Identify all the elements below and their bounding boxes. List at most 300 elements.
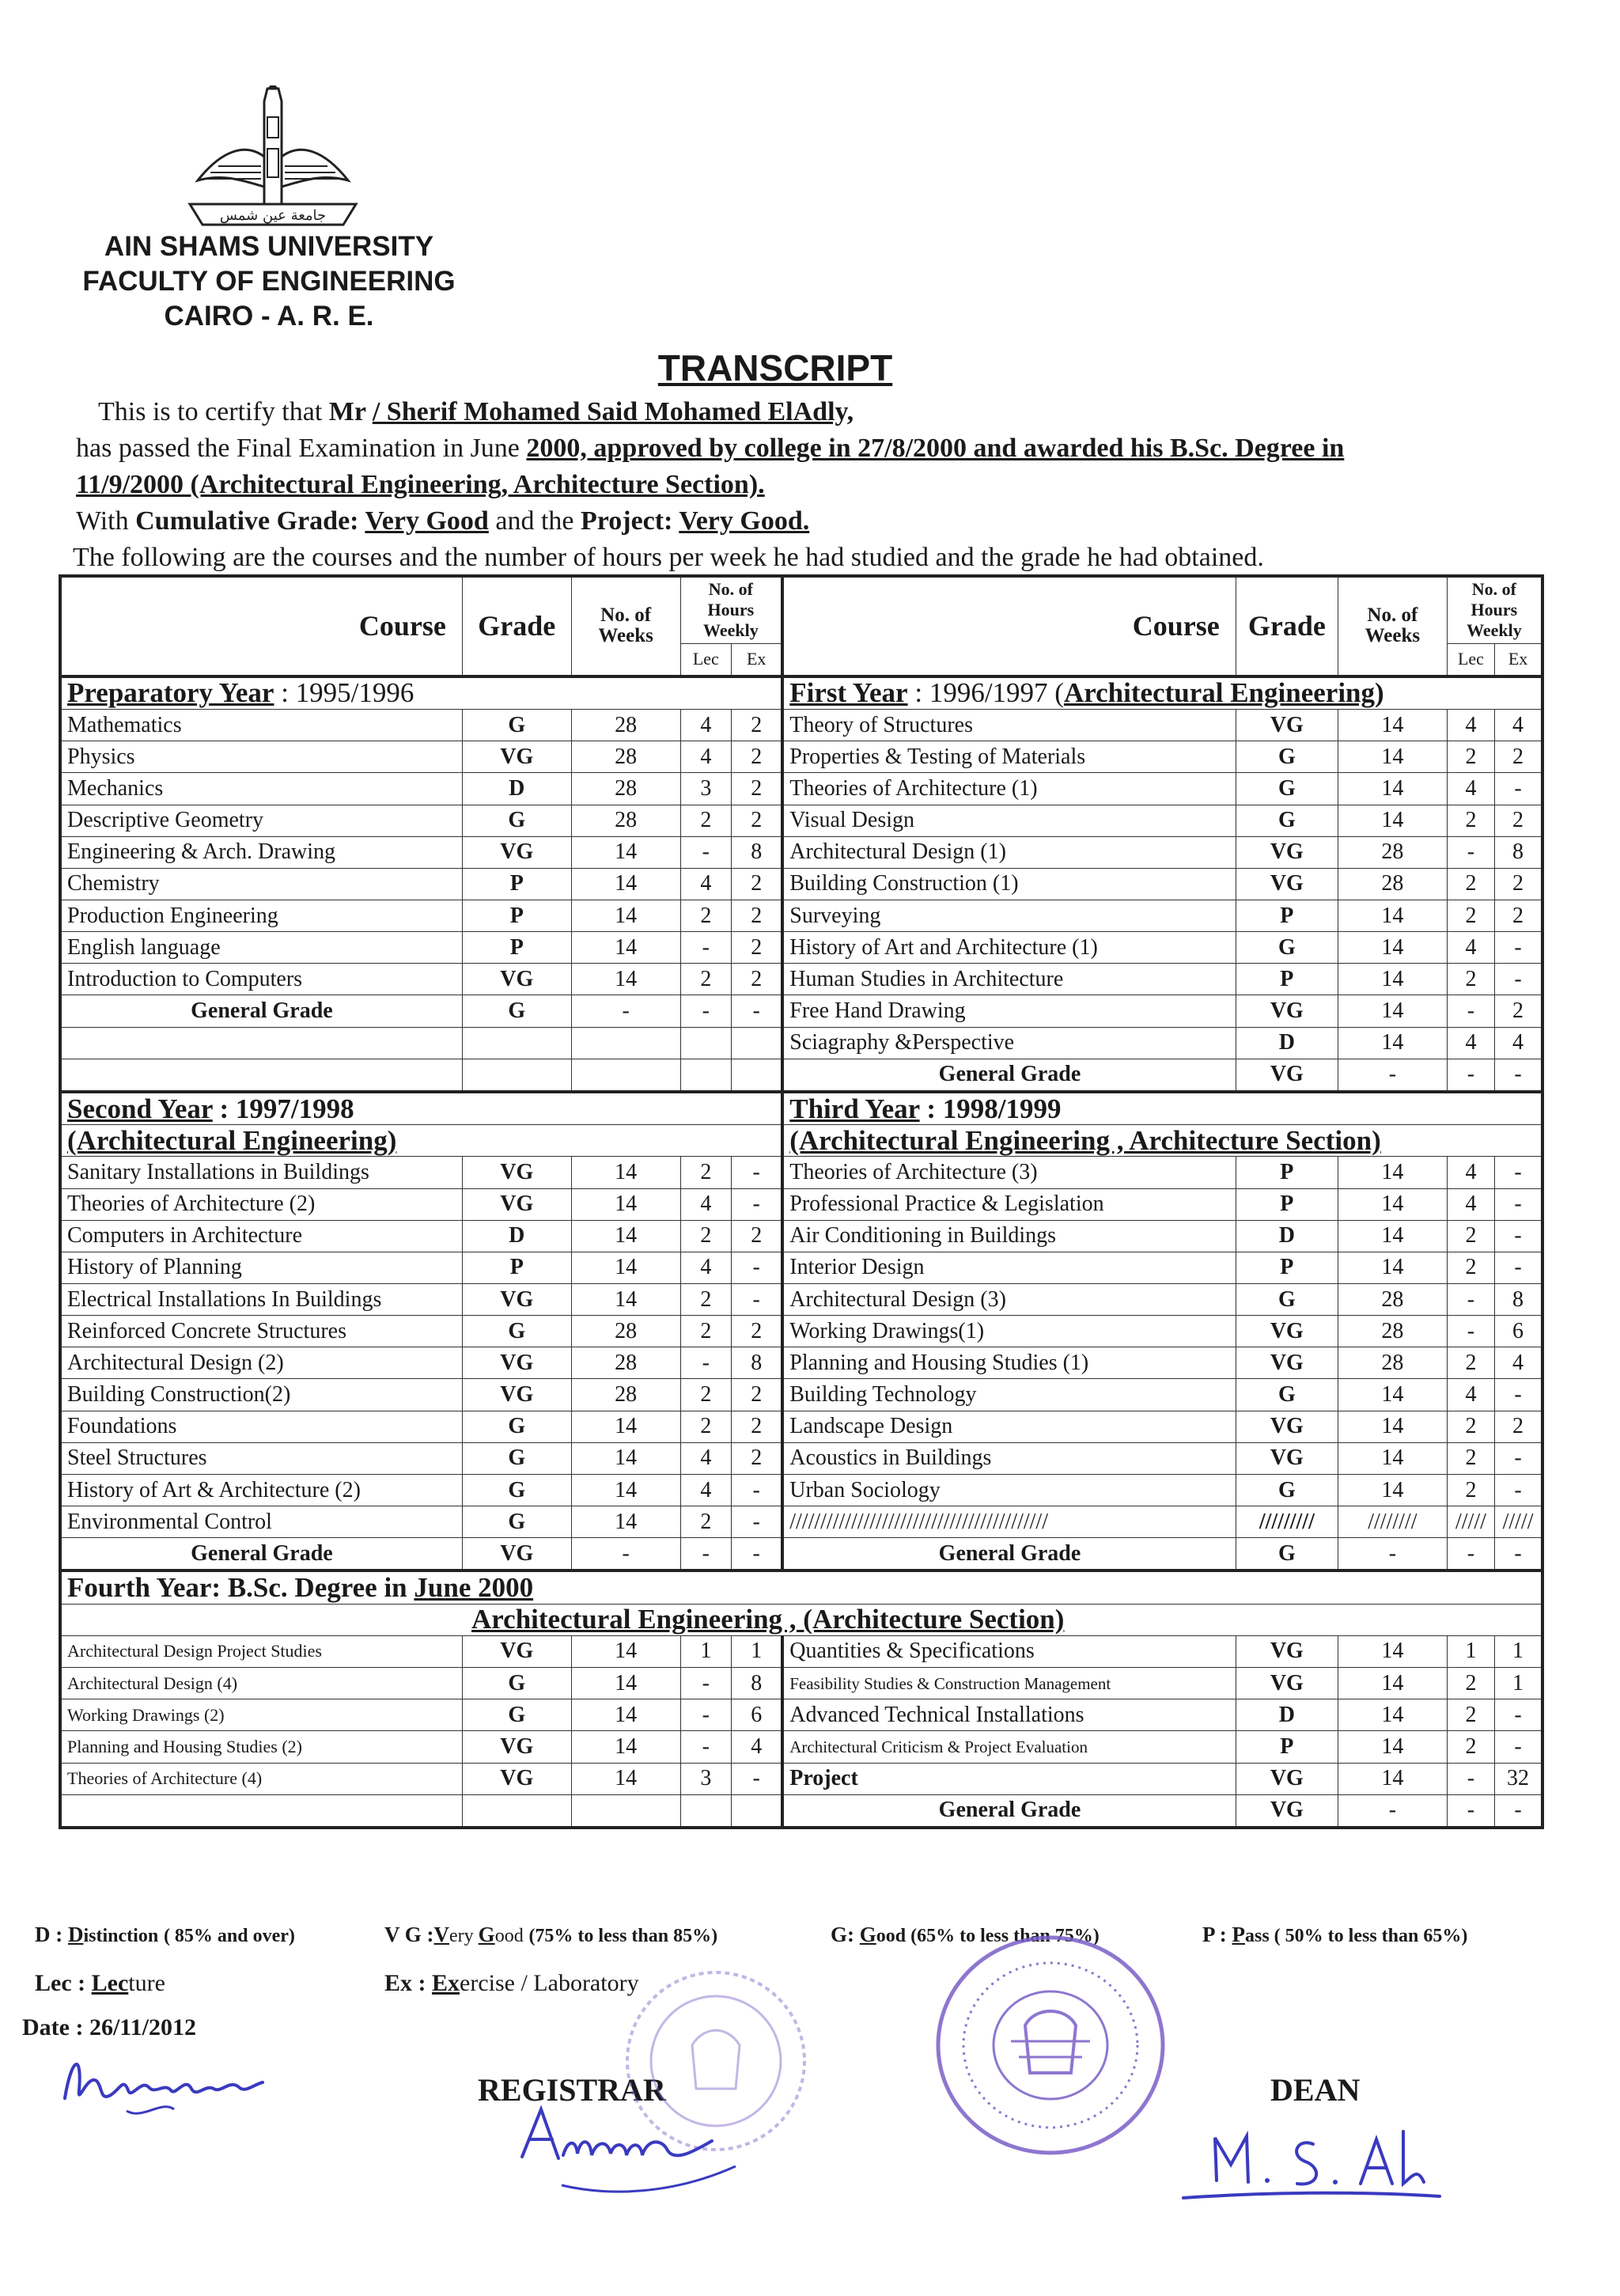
- course-ex-cell: 8: [732, 1347, 783, 1379]
- course-lec-cell: -: [680, 932, 732, 964]
- legend-g-rest: ood (65% to less than 75%): [876, 1926, 1100, 1946]
- course-ex-cell: 2: [732, 1220, 783, 1252]
- course-ex-cell: 2: [1495, 741, 1542, 773]
- general-grade-value: VG: [1236, 1794, 1338, 1828]
- third-year-label: Third Year: [789, 1093, 920, 1124]
- general-grade-value: VG: [1236, 1059, 1338, 1092]
- course-grade-cell: D: [1236, 1699, 1338, 1731]
- course-weeks-cell: 28: [571, 710, 680, 741]
- general-grade-ex: -: [732, 1538, 783, 1571]
- general-grade-ex: -: [1495, 1059, 1542, 1092]
- course-weeks-cell: 14: [571, 1731, 680, 1763]
- course-weeks-cell: 28: [1338, 1347, 1447, 1379]
- course-course-cell: Planning and Housing Studies (1): [782, 1347, 1236, 1379]
- col-ex-right: Ex: [1495, 643, 1542, 676]
- course-grade-cell: D: [462, 1220, 571, 1252]
- course-lec-cell: -: [1447, 1763, 1494, 1794]
- table-row: [60, 773, 1542, 805]
- course-course-cell: Sciagraphy &Perspective: [782, 1027, 1236, 1059]
- general-grade-lec: -: [680, 1538, 732, 1571]
- university-name: AIN SHAMS UNIVERSITY: [104, 231, 434, 262]
- course-grade-cell: P: [462, 1252, 571, 1283]
- table-row: [60, 964, 1542, 995]
- legend-distinction: D : Distinction ( 85% and over): [35, 1923, 295, 1946]
- city-name: CAIRO - A. R. E.: [164, 301, 374, 332]
- empty-cell: [732, 1027, 783, 1059]
- legend-d-range: ( 85% and over): [163, 1926, 295, 1946]
- course-ex-cell: 8: [732, 836, 783, 868]
- course-ex-cell: 2: [1495, 1411, 1542, 1442]
- fourth-year-sub: Architectural Engineering , (Architecture Section): [471, 1604, 1065, 1635]
- empty-cell: [462, 1059, 571, 1092]
- course-course-cell: Landscape Design: [782, 1411, 1236, 1442]
- dean-seal-stamp: [932, 1930, 1169, 2160]
- first-year-sub: Architectural Engineering: [1063, 677, 1376, 709]
- course-grade-cell: P: [1236, 900, 1338, 931]
- course-lec-cell: 4: [680, 1474, 732, 1506]
- course-course-cell: Architectural Design (4): [60, 1668, 462, 1699]
- course-ex-cell: 8: [1495, 1284, 1542, 1316]
- fourth-year-date: June 2000: [414, 1572, 534, 1604]
- course-ex-cell: -: [1495, 1188, 1542, 1220]
- course-course-cell: Building Technology: [782, 1379, 1236, 1411]
- legend-p-p: P: [1232, 1923, 1245, 1946]
- intro-l4-mid: and the: [488, 506, 581, 536]
- dean-signature: [1179, 2120, 1463, 2207]
- course-lec-cell: 2: [680, 964, 732, 995]
- course-weeks-cell: 14: [571, 1668, 680, 1699]
- legend-g-key: G:: [831, 1923, 860, 1946]
- first-year-dates: : 1996/1997 (: [907, 677, 1064, 709]
- course-lec-cell: 2: [1447, 1731, 1494, 1763]
- empty-cell: [462, 1794, 571, 1828]
- course-lec-cell: /////: [1447, 1506, 1494, 1538]
- table-row: [60, 805, 1542, 836]
- course-course-cell: History of Art & Architecture (2): [60, 1474, 462, 1506]
- course-grade-cell: G: [1236, 1474, 1338, 1506]
- course-course-cell: Theories of Architecture (3): [782, 1157, 1236, 1188]
- course-ex-cell: -: [1495, 773, 1542, 805]
- col-hours-left: No. of Hours Weekly: [680, 576, 782, 643]
- table-row: [60, 868, 1542, 900]
- legend-ex-u: Ex: [432, 1970, 460, 1996]
- course-course-cell: Planning and Housing Studies (2): [60, 1731, 462, 1763]
- course-grade-cell: VG: [462, 1763, 571, 1794]
- course-weeks-cell: 14: [1338, 710, 1447, 741]
- table-row: [60, 1316, 1542, 1347]
- course-course-cell: Professional Practice & Legislation: [782, 1188, 1236, 1220]
- course-grade-cell: VG: [1236, 1347, 1338, 1379]
- legend-pass: [1202, 1923, 1467, 1947]
- course-ex-cell: 2: [732, 805, 783, 836]
- course-grade-cell: P: [1236, 964, 1338, 995]
- course-course-cell: Production Engineering: [60, 900, 462, 931]
- course-lec-cell: 4: [680, 741, 732, 773]
- course-grade-cell: D: [462, 773, 571, 805]
- course-lec-cell: 1: [680, 1635, 732, 1667]
- course-weeks-cell: 14: [1338, 1668, 1447, 1699]
- course-lec-cell: 2: [1447, 1699, 1494, 1731]
- intro-l5: The following are the courses and the number of hours per week he had studied and the grade he had obtained.: [73, 543, 1264, 572]
- course-grade-cell: VG: [462, 1379, 571, 1411]
- course-lec-cell: 4: [1447, 1379, 1494, 1411]
- table-row: [60, 1699, 1542, 1731]
- general-grade-weeks: -: [1338, 1794, 1447, 1828]
- course-ex-cell: 2: [1495, 868, 1542, 900]
- course-weeks-cell: 14: [571, 900, 680, 931]
- course-ex-cell: 2: [732, 900, 783, 931]
- course-ex-cell: 1: [1495, 1635, 1542, 1667]
- general-grade-ex: -: [1495, 1794, 1542, 1828]
- course-grade-cell: VG: [1236, 868, 1338, 900]
- course-grade-cell: VG: [1236, 1668, 1338, 1699]
- course-lec-cell: 2: [680, 1157, 732, 1188]
- course-weeks-cell: 14: [571, 1474, 680, 1506]
- course-grade-cell: G: [462, 710, 571, 741]
- legend-very-good: [384, 1923, 717, 1947]
- course-grade-cell: VG: [462, 1347, 571, 1379]
- course-ex-cell: 2: [732, 932, 783, 964]
- course-ex-cell: -: [732, 1284, 783, 1316]
- first-year-close: ): [1375, 677, 1384, 709]
- course-ex-cell: -: [1495, 1220, 1542, 1252]
- course-grade-cell: P: [462, 868, 571, 900]
- table-row: [60, 1157, 1542, 1188]
- course-lec-cell: 2: [1447, 1252, 1494, 1283]
- course-weeks-cell: 14: [571, 868, 680, 900]
- course-weeks-cell: 14: [1338, 1731, 1447, 1763]
- course-course-cell: Engineering & Arch. Drawing: [60, 836, 462, 868]
- table-row: [60, 1411, 1542, 1442]
- legend-vg-key: V G :: [384, 1923, 434, 1946]
- course-ex-cell: 6: [1495, 1316, 1542, 1347]
- document-title: TRANSCRIPT: [657, 347, 893, 388]
- year-header-row: [60, 676, 1542, 710]
- empty-cell: [571, 1059, 680, 1092]
- course-ex-cell: 4: [732, 1731, 783, 1763]
- course-course-cell: Architectural Design (1): [782, 836, 1236, 868]
- legend-vg-ood: ood: [494, 1926, 524, 1946]
- empty-cell: [732, 1059, 783, 1092]
- course-course-cell: Steel Structures: [60, 1442, 462, 1474]
- course-grade-cell: G: [1236, 1379, 1338, 1411]
- course-grade-cell: VG: [1236, 836, 1338, 868]
- course-lec-cell: -: [1447, 1284, 1494, 1316]
- course-weeks-cell: 14: [1338, 741, 1447, 773]
- general-grade-label: General Grade: [60, 1538, 462, 1571]
- course-course-cell: Mechanics: [60, 773, 462, 805]
- course-weeks-cell: 28: [571, 805, 680, 836]
- course-course-cell: Building Construction(2): [60, 1379, 462, 1411]
- course-weeks-cell: 14: [1338, 1763, 1447, 1794]
- course-weeks-cell: 28: [571, 1379, 680, 1411]
- course-course-cell: Free Hand Drawing: [782, 995, 1236, 1027]
- course-grade-cell: P: [1236, 1188, 1338, 1220]
- prep-year-dates: : 1995/1996: [274, 677, 414, 709]
- course-grade-cell: /////////: [1236, 1506, 1338, 1538]
- course-ex-cell: 2: [732, 964, 783, 995]
- general-grade-value: G: [462, 995, 571, 1027]
- general-grade-label: General Grade: [782, 1794, 1236, 1828]
- course-grade-cell: P: [462, 932, 571, 964]
- course-grade-cell: G: [1236, 805, 1338, 836]
- course-course-cell: Surveying: [782, 900, 1236, 931]
- course-lec-cell: 4: [1447, 1157, 1494, 1188]
- course-weeks-cell: 14: [1338, 1252, 1447, 1283]
- col-grade-right: Grade: [1236, 576, 1338, 676]
- legend-vg-ery: ery: [449, 1926, 479, 1946]
- course-weeks-cell: 28: [571, 1347, 680, 1379]
- course-weeks-cell: 14: [571, 1252, 680, 1283]
- empty-cell: [680, 1027, 732, 1059]
- course-lec-cell: 2: [1447, 868, 1494, 900]
- course-grade-cell: G: [462, 1474, 571, 1506]
- table-row: [60, 932, 1542, 964]
- course-weeks-cell: 14: [571, 1220, 680, 1252]
- course-ex-cell: -: [1495, 1474, 1542, 1506]
- table-row: [60, 1635, 1542, 1667]
- course-lec-cell: 1: [1447, 1635, 1494, 1667]
- table-row: [60, 836, 1542, 868]
- course-lec-cell: 4: [1447, 932, 1494, 964]
- course-ex-cell: -: [1495, 1252, 1542, 1283]
- project-grade-label: Project:: [581, 506, 679, 536]
- course-course-cell: Architectural Criticism & Project Evaluation: [782, 1731, 1236, 1763]
- logo-arabic-text: جامعة عين شمس: [219, 207, 327, 224]
- course-ex-cell: 4: [1495, 1347, 1542, 1379]
- table-row: [60, 1059, 1542, 1092]
- table-row: [60, 900, 1542, 931]
- empty-cell: [60, 1794, 462, 1828]
- course-weeks-cell: 14: [571, 1635, 680, 1667]
- table-row: [60, 1188, 1542, 1220]
- course-course-cell: Air Conditioning in Buildings: [782, 1220, 1236, 1252]
- course-course-cell: Reinforced Concrete Structures: [60, 1316, 462, 1347]
- course-weeks-cell: 14: [571, 1157, 680, 1188]
- course-lec-cell: -: [680, 1699, 732, 1731]
- course-weeks-cell: 14: [1338, 773, 1447, 805]
- legend-vg-v: V: [433, 1923, 450, 1946]
- course-weeks-cell: 28: [571, 773, 680, 805]
- course-course-cell: Descriptive Geometry: [60, 805, 462, 836]
- course-lec-cell: 2: [1447, 1668, 1494, 1699]
- course-weeks-cell: 14: [1338, 1157, 1447, 1188]
- legend-vg-range: (75% to less than 85%): [528, 1926, 718, 1946]
- legend-lecture: [35, 1970, 165, 1997]
- course-weeks-cell: 14: [1338, 1379, 1447, 1411]
- course-weeks-cell: 14: [571, 964, 680, 995]
- course-course-cell: History of Planning: [60, 1252, 462, 1283]
- course-lec-cell: 2: [680, 1220, 732, 1252]
- intro-l4-pre: With: [76, 506, 136, 536]
- cumulative-grade-value: Very Good: [365, 506, 489, 536]
- course-grade-cell: VG: [462, 1157, 571, 1188]
- second-year-dates: : 1997/1998: [212, 1093, 354, 1124]
- course-ex-cell: -: [732, 1506, 783, 1538]
- course-course-cell: Visual Design: [782, 805, 1236, 836]
- intro-l2-dates: 2000, approved by college in 27/8/2000 and awarded his B.Sc. Degree in: [526, 434, 1345, 463]
- course-ex-cell: -: [732, 1474, 783, 1506]
- course-weeks-cell: 14: [1338, 995, 1447, 1027]
- university-logo: [182, 85, 364, 233]
- course-ex-cell: -: [1495, 1442, 1542, 1474]
- empty-cell: [680, 1794, 732, 1828]
- course-lec-cell: 3: [680, 1763, 732, 1794]
- course-ex-cell: 2: [732, 773, 783, 805]
- empty-cell: [571, 1794, 680, 1828]
- empty-cell: [462, 1027, 571, 1059]
- registrar-signature: [514, 2093, 799, 2212]
- empty-cell: [571, 1027, 680, 1059]
- course-course-cell: Building Construction (1): [782, 868, 1236, 900]
- course-grade-cell: P: [1236, 1157, 1338, 1188]
- course-course-cell: Theories of Architecture (1): [782, 773, 1236, 805]
- course-ex-cell: -: [1495, 932, 1542, 964]
- course-grade-cell: VG: [1236, 1442, 1338, 1474]
- course-lec-cell: -: [680, 836, 732, 868]
- course-grade-cell: VG: [462, 964, 571, 995]
- course-ex-cell: 32: [1495, 1763, 1542, 1794]
- col-course-right: Course: [782, 576, 1236, 676]
- year-header-row: [60, 1092, 1542, 1125]
- course-weeks-cell: 14: [571, 1188, 680, 1220]
- course-ex-cell: -: [732, 1157, 783, 1188]
- course-lec-cell: 4: [1447, 1027, 1494, 1059]
- fourth-year-subheader: [60, 1604, 1542, 1635]
- course-weeks-cell: 14: [1338, 1411, 1447, 1442]
- course-grade-cell: VG: [462, 1284, 571, 1316]
- grades-table: [59, 574, 1544, 1829]
- col-weeks-left: No. of Weeks: [571, 576, 680, 676]
- course-course-cell: History of Art and Architecture (1): [782, 932, 1236, 964]
- course-grade-cell: G: [462, 1316, 571, 1347]
- cumulative-grade-label: Cumulative Grade:: [135, 506, 365, 536]
- course-grade-cell: VG: [462, 1188, 571, 1220]
- second-year-header: [60, 1092, 782, 1125]
- course-ex-cell: 2: [732, 1379, 783, 1411]
- course-grade-cell: G: [462, 805, 571, 836]
- course-ex-cell: -: [732, 1188, 783, 1220]
- course-ex-cell: -: [1495, 1157, 1542, 1188]
- col-lec-right: Lec: [1447, 643, 1494, 676]
- course-grade-cell: VG: [1236, 710, 1338, 741]
- course-weeks-cell: 14: [571, 836, 680, 868]
- project-grade-value: Very Good.: [679, 506, 810, 536]
- fourth-year-header: [60, 1570, 1542, 1604]
- course-weeks-cell: 28: [571, 1316, 680, 1347]
- course-weeks-cell: 14: [1338, 932, 1447, 964]
- course-weeks-cell: 28: [1338, 868, 1447, 900]
- course-ex-cell: -: [1495, 964, 1542, 995]
- course-ex-cell: /////: [1495, 1506, 1542, 1538]
- course-lec-cell: 2: [1447, 900, 1494, 931]
- general-grade-value: G: [1236, 1538, 1338, 1571]
- table-row: [60, 1379, 1542, 1411]
- course-weeks-cell: 14: [571, 932, 680, 964]
- course-grade-cell: G: [1236, 741, 1338, 773]
- course-grade-cell: P: [1236, 1252, 1338, 1283]
- legend-p-key: P :: [1202, 1923, 1232, 1946]
- course-weeks-cell: 28: [571, 741, 680, 773]
- course-course-cell: Quantities & Specifications: [782, 1635, 1236, 1667]
- course-course-cell: Computers in Architecture: [60, 1220, 462, 1252]
- course-course-cell: Architectural Design (2): [60, 1347, 462, 1379]
- institution-header: [71, 229, 467, 334]
- col-lec-left: Lec: [680, 643, 732, 676]
- general-grade-label: General Grade: [782, 1059, 1236, 1092]
- table-row: [60, 1794, 1542, 1828]
- legend-ex-key: Ex :: [384, 1970, 432, 1996]
- course-course-cell: Interior Design: [782, 1252, 1236, 1283]
- course-grade-cell: G: [462, 1442, 571, 1474]
- table-row: [60, 1347, 1542, 1379]
- third-year-subheader: [782, 1125, 1542, 1157]
- first-year-label: First Year: [789, 677, 908, 709]
- third-year-dates: : 1998/1999: [919, 1093, 1062, 1124]
- course-lec-cell: 2: [1447, 805, 1494, 836]
- year-header-row: [60, 1570, 1542, 1604]
- registrar-label: REGISTRAR: [478, 2072, 666, 2108]
- course-grade-cell: VG: [462, 1731, 571, 1763]
- table-row: [60, 1442, 1542, 1474]
- course-grade-cell: VG: [462, 741, 571, 773]
- legend-exercise: [384, 1970, 639, 1997]
- empty-cell: [60, 1027, 462, 1059]
- course-lec-cell: 4: [680, 710, 732, 741]
- course-ex-cell: 4: [1495, 1027, 1542, 1059]
- empty-cell: [732, 1794, 783, 1828]
- course-grade-cell: G: [1236, 932, 1338, 964]
- table-row: [60, 1252, 1542, 1283]
- year-subheader-row: [60, 1604, 1542, 1635]
- course-lec-cell: 2: [1447, 1442, 1494, 1474]
- second-year-label: Second Year: [67, 1093, 213, 1124]
- grades-table-body: [60, 576, 1542, 1828]
- general-grade-label: General Grade: [782, 1538, 1236, 1571]
- legend-d-key: D: [35, 1923, 51, 1946]
- course-lec-cell: 4: [680, 868, 732, 900]
- course-lec-cell: 2: [680, 805, 732, 836]
- col-course-left: Course: [60, 576, 462, 676]
- general-grade-value: VG: [462, 1538, 571, 1571]
- legend-g-g: G: [859, 1923, 876, 1946]
- col-hours-right: No. of Hours Weekly: [1447, 576, 1542, 643]
- course-lec-cell: -: [1447, 1316, 1494, 1347]
- course-lec-cell: 2: [680, 1411, 732, 1442]
- course-weeks-cell: 14: [571, 1506, 680, 1538]
- course-weeks-cell: ////////: [1338, 1506, 1447, 1538]
- course-course-cell: Theory of Structures: [782, 710, 1236, 741]
- course-lec-cell: 2: [1447, 1474, 1494, 1506]
- course-course-cell: Sanitary Installations in Buildings: [60, 1157, 462, 1188]
- empty-cell: [680, 1059, 732, 1092]
- course-weeks-cell: 14: [1338, 1699, 1447, 1731]
- course-weeks-cell: 14: [1338, 1188, 1447, 1220]
- course-weeks-cell: 14: [571, 1442, 680, 1474]
- course-grade-cell: VG: [1236, 1635, 1338, 1667]
- course-ex-cell: -: [732, 1252, 783, 1283]
- legend-d-u: D: [68, 1923, 84, 1946]
- legend-lec-rest: ture: [128, 1970, 165, 1996]
- general-grade-weeks: -: [571, 1538, 680, 1571]
- course-weeks-cell: 14: [571, 1699, 680, 1731]
- course-grade-cell: G: [462, 1411, 571, 1442]
- course-grade-cell: VG: [1236, 1763, 1338, 1794]
- course-lec-cell: 2: [1447, 1411, 1494, 1442]
- certification-paragraph: [70, 394, 1573, 576]
- course-lec-cell: -: [680, 1668, 732, 1699]
- course-weeks-cell: 14: [1338, 1220, 1447, 1252]
